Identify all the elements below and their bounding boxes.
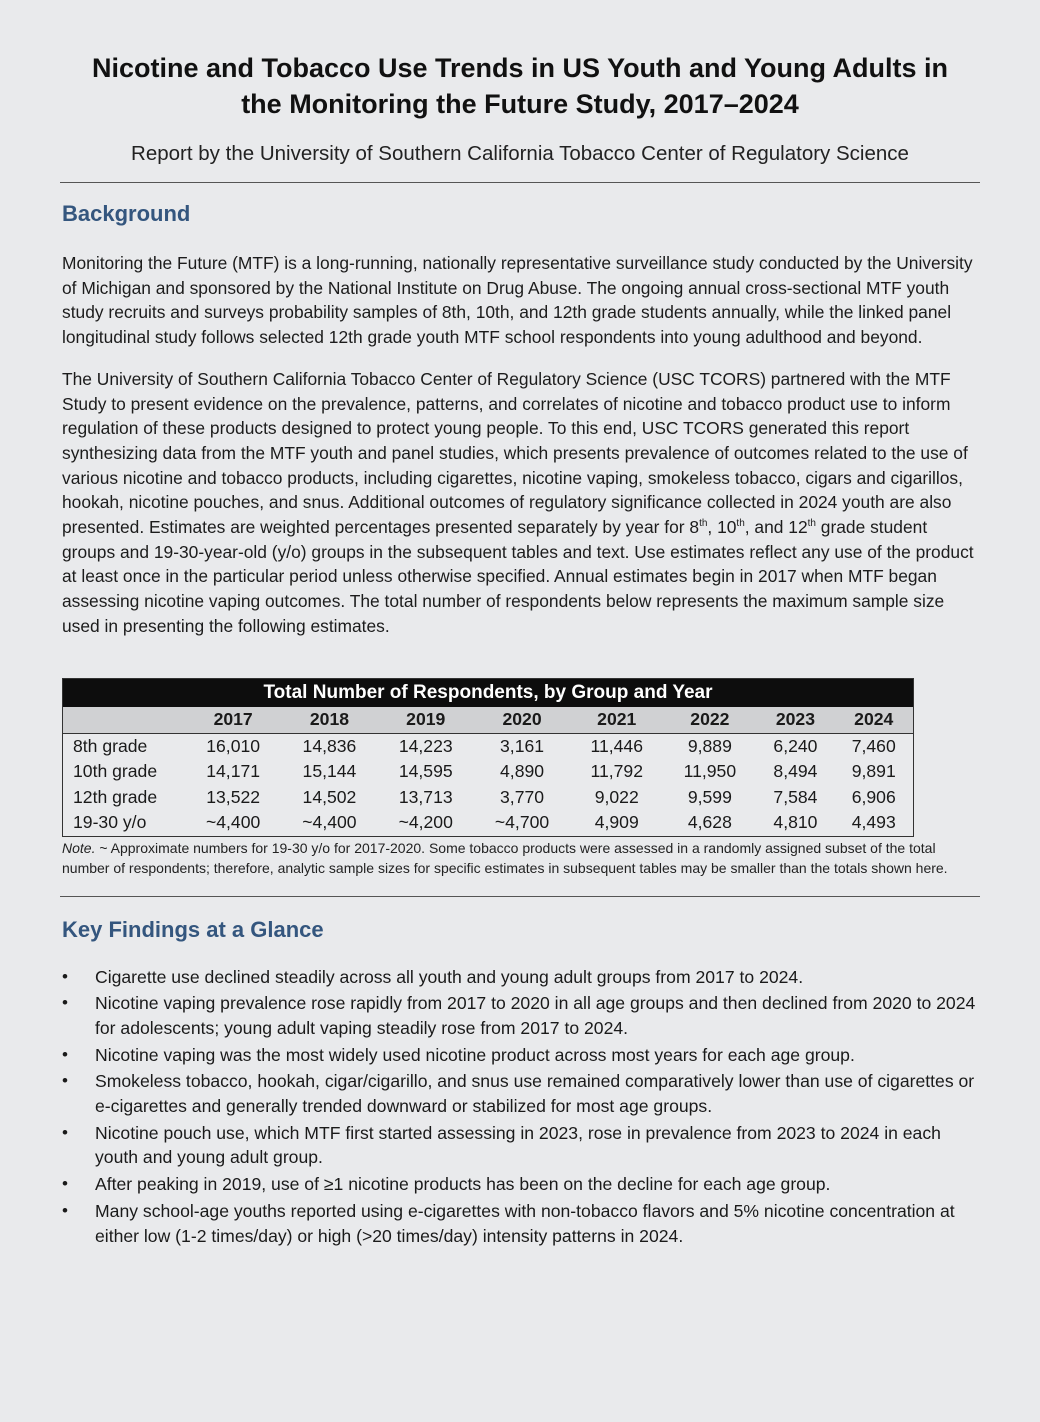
table-cell: 3,161 <box>500 735 545 756</box>
table-cell: 6,906 <box>851 786 896 807</box>
finding-text: Nicotine vaping prevalence rose rapidly from 2017 to 2020 in all age groups and then declined from 2020 to 2024 for adolescents; young adult vaping steadily rose from 2017 to 2024. <box>95 993 976 1038</box>
report-title <box>62 50 978 122</box>
table-caption: Total Number of Respondents, by Group and Year <box>63 678 914 707</box>
table-cell: 9,891 <box>851 761 896 782</box>
finding-text: Cigarette use declined steadily across all youth and young adult groups from 2017 to 2024. <box>95 966 804 987</box>
table-row <box>63 759 914 785</box>
table-row <box>63 785 914 811</box>
para2-text-d: grade student groups and 19-30-year-old (y/o) groups in the subsequent tables and text. Use estimates reflect any use of the product at least once in the particular period unless otherwise specified. Annual estimates begin in 2017 when MTF began assessing nicotine vaping outcomes. The total number of respondents below represents the maximum sample size used in presenting the following estimates. <box>62 517 974 636</box>
table-cell: 4,810 <box>756 810 834 836</box>
table-cell: 14,836 <box>302 735 357 756</box>
table-cell: 4,628 <box>663 810 756 836</box>
header-year: 2021 <box>570 707 663 734</box>
bullet-icon: • <box>62 1071 68 1091</box>
header-year: 2019 <box>378 707 474 734</box>
respondents-table <box>62 678 914 837</box>
note-text: ~ Approximate numbers for 19-30 y/o for 2017-2020. Some tobacco products were assessed in a randomly assigned subset of the total number of respondents; therefore, analytic sample sizes for specific estimates in subsequent tables may be smaller than the totals shown here. <box>62 839 948 876</box>
table-cell: 14,595 <box>398 761 453 782</box>
superscript-th: th <box>699 518 708 530</box>
divider-middle <box>60 896 980 897</box>
list-item <box>62 1199 978 1248</box>
table-cell: 16,010 <box>206 735 261 756</box>
table-cell: 11,950 <box>683 761 737 782</box>
header-year: 2024 <box>834 707 913 734</box>
header-year: 2022 <box>663 707 756 734</box>
row-label: 12th grade <box>73 786 158 807</box>
table-cell: 4,909 <box>570 810 663 836</box>
background-paragraph-1: Monitoring the Future (MTF) is a long-running, nationally representative surveillance study conducted by the University of Michigan and sponsored by the National Institute on Drug Abuse. The ongoing annual cross-sectional MTF youth study recruits and surveys probability samples of 8th, 10th, and 12th grade students annually, while the linked panel longitudinal study follows selected 12th grade youth MTF school respondents into young adulthood and beyond. <box>62 253 973 348</box>
title-line-2: the Monitoring the Future Study, 2017–2024 <box>241 89 799 119</box>
header-year: 2017 <box>185 707 281 734</box>
bullet-icon: • <box>62 1174 68 1194</box>
para2-text-c: , and 12 <box>744 517 808 538</box>
table-cell: 14,502 <box>302 786 357 807</box>
table-row <box>63 733 914 759</box>
table-header-row <box>63 707 914 734</box>
header-year: 2020 <box>474 707 570 734</box>
report-subtitle: Report by the University of Southern California Tobacco Center of Regulatory Science <box>131 142 909 165</box>
finding-text: Many school-age youths reported using e-cigarettes with non-tobacco flavors and 5% nicotine concentration at either low (1-2 times/day) or high (>20 times/day) intensity patterns in 2024. <box>95 1200 955 1246</box>
table-row <box>63 810 914 836</box>
finding-text: Nicotine pouch use, which MTF first started assessing in 2023, rose in prevalence from 2023 to 2024 in each youth and young adult group. <box>95 1122 941 1168</box>
table-cell: 6,240 <box>773 735 818 756</box>
table-cell: ~4,400 <box>185 810 281 836</box>
list-item <box>62 965 978 990</box>
para2-text-b: , 10 <box>707 517 737 538</box>
divider-top <box>60 182 980 183</box>
table-cell: 13,713 <box>398 786 453 807</box>
header-year: 2023 <box>756 707 834 734</box>
background-heading: Background <box>62 201 191 226</box>
list-item <box>62 1069 978 1118</box>
table-cell: 7,460 <box>851 735 896 756</box>
table-cell: 15,144 <box>302 761 357 782</box>
table-cell: 9,599 <box>687 786 732 807</box>
table-cell: 14,223 <box>398 735 453 756</box>
table-cell: ~4,700 <box>474 810 570 836</box>
table-cell: 4,890 <box>500 761 545 782</box>
row-label: 8th grade <box>73 735 148 756</box>
table-cell: 13,522 <box>206 786 261 807</box>
table-cell: 14,171 <box>206 761 261 782</box>
header-empty <box>63 707 186 734</box>
finding-text: Smokeless tobacco, hookah, cigar/cigarillo, and snus use remained comparatively lower than use of cigarettes or e-cigarettes and generally trended downward or stabilized for most age groups. <box>95 1071 975 1117</box>
background-paragraph-2 <box>62 367 978 639</box>
bullet-icon: • <box>62 1122 68 1142</box>
bullet-icon: • <box>62 966 68 986</box>
key-findings-heading: Key Findings at a Glance <box>62 916 324 942</box>
key-findings-list <box>62 965 978 1249</box>
superscript-th: th <box>807 518 816 530</box>
title-line-1: Nicotine and Tobacco Use Trends in US Youth and Young Adults in <box>91 53 949 83</box>
table-cell: 3,770 <box>500 786 545 807</box>
respondents-table-wrap <box>62 678 914 837</box>
note-label: Note. <box>62 839 96 856</box>
row-label: 10th grade <box>73 761 158 782</box>
table-cell: 4,493 <box>834 810 913 836</box>
finding-text: Nicotine vaping was the most widely used nicotine product across most years for each age group. <box>95 1044 855 1065</box>
table-cell: ~4,400 <box>281 810 377 836</box>
list-item <box>62 1043 978 1068</box>
table-cell: 7,584 <box>773 786 818 807</box>
superscript-th: th <box>736 518 745 530</box>
table-cell: 11,446 <box>590 735 643 756</box>
table-cell: 9,022 <box>594 786 639 807</box>
list-item <box>62 1172 978 1197</box>
table-cell: 8,494 <box>773 761 818 782</box>
finding-text: After peaking in 2019, use of ≥1 nicotine products has been on the decline for each age group. <box>95 1174 831 1195</box>
table-cell: 11,792 <box>590 761 643 782</box>
table-cell: ~4,200 <box>378 810 474 836</box>
row-label: 19-30 y/o <box>63 810 186 836</box>
bullet-icon: • <box>62 1044 68 1064</box>
list-item <box>62 991 978 1040</box>
para2-text-a: The University of Southern California Tobacco Center of Regulatory Science (USC TCORS) partnered with the MTF Study to present evidence on the prevalence, patterns, and correlates of nicotine and tobacco product use to inform regulation of these products designed to protect young people. To this end, USC TCORS generated this report synthesizing data from the MTF youth and panel studies, which presents prevalence of outcomes related to the use of various nicotine and tobacco products, including cigarettes, nicotine vaping, smokeless tobacco, cigars and cigarillos, hookah, nicotine pouches, and snus. Additional outcomes of regulatory significance collected in 2024 youth are also presented. Estimates are weighted percentages presented separately by year for 8 <box>62 368 968 538</box>
report-page <box>0 50 1040 1422</box>
table-cell: 9,889 <box>687 735 732 756</box>
list-item <box>62 1121 978 1170</box>
table-note <box>62 838 967 878</box>
header-year: 2018 <box>281 707 377 734</box>
bullet-icon: • <box>62 1200 68 1220</box>
bullet-icon: • <box>62 993 68 1013</box>
